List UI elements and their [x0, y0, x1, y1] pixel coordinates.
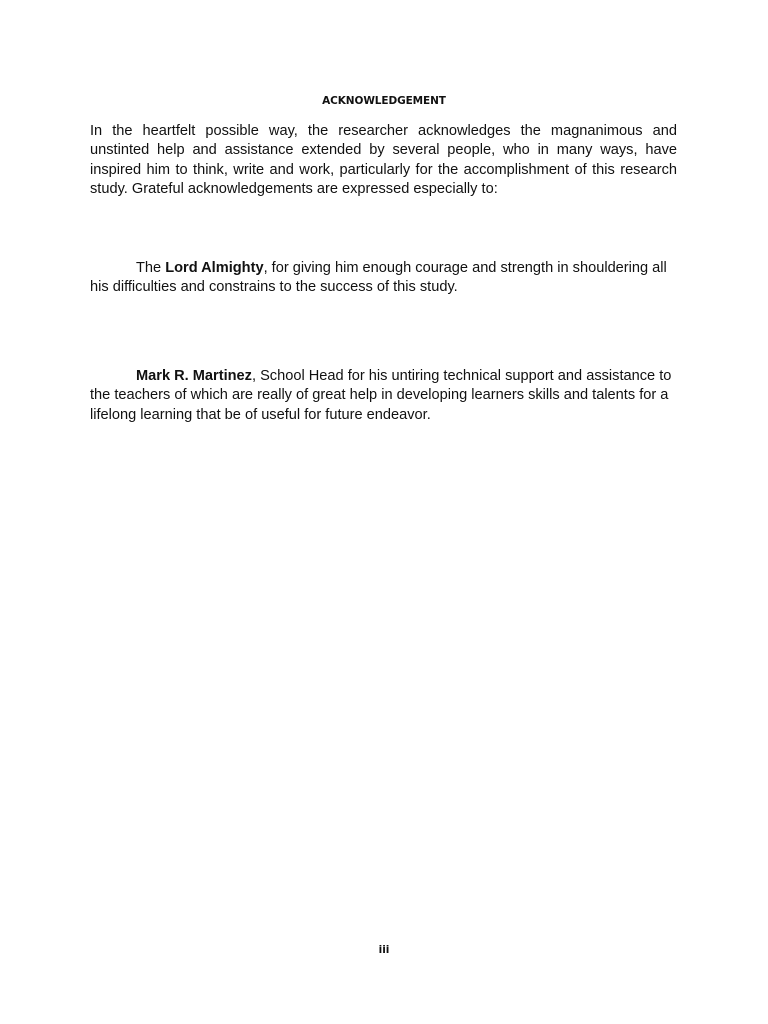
acknowledgement-paragraph-2: [90, 367, 677, 425]
acknowledgement-text: , School Head for his untiring technical support and assistance to the teachers of which are really of great help in developing learners skills and talents for a lifelong learning that be of useful for future endeavor.: [90, 368, 672, 423]
acknowledgement-lead: The: [136, 260, 166, 276]
acknowledgement-paragraph-1: [90, 259, 677, 298]
page-title: ACKNOWLEDGEMENT: [322, 95, 446, 107]
acknowledgement-name: Mark R. Martinez: [136, 368, 252, 384]
intro-paragraph: In the heartfelt possible way, the researcher acknowledges the magnanimous and unstinted help and assistance extended by several people, who in many ways, have inspired him to think, write and work, particularly for the accomplishment of this research study. Grateful acknowledgements are expressed especially to:: [90, 123, 677, 198]
page-number: iii: [378, 944, 390, 956]
acknowledgement-text: , for giving him enough courage and strength in shouldering all his difficulties and constrains to the success of this study.: [90, 260, 667, 296]
acknowledgement-name: Lord Almighty: [165, 260, 264, 276]
